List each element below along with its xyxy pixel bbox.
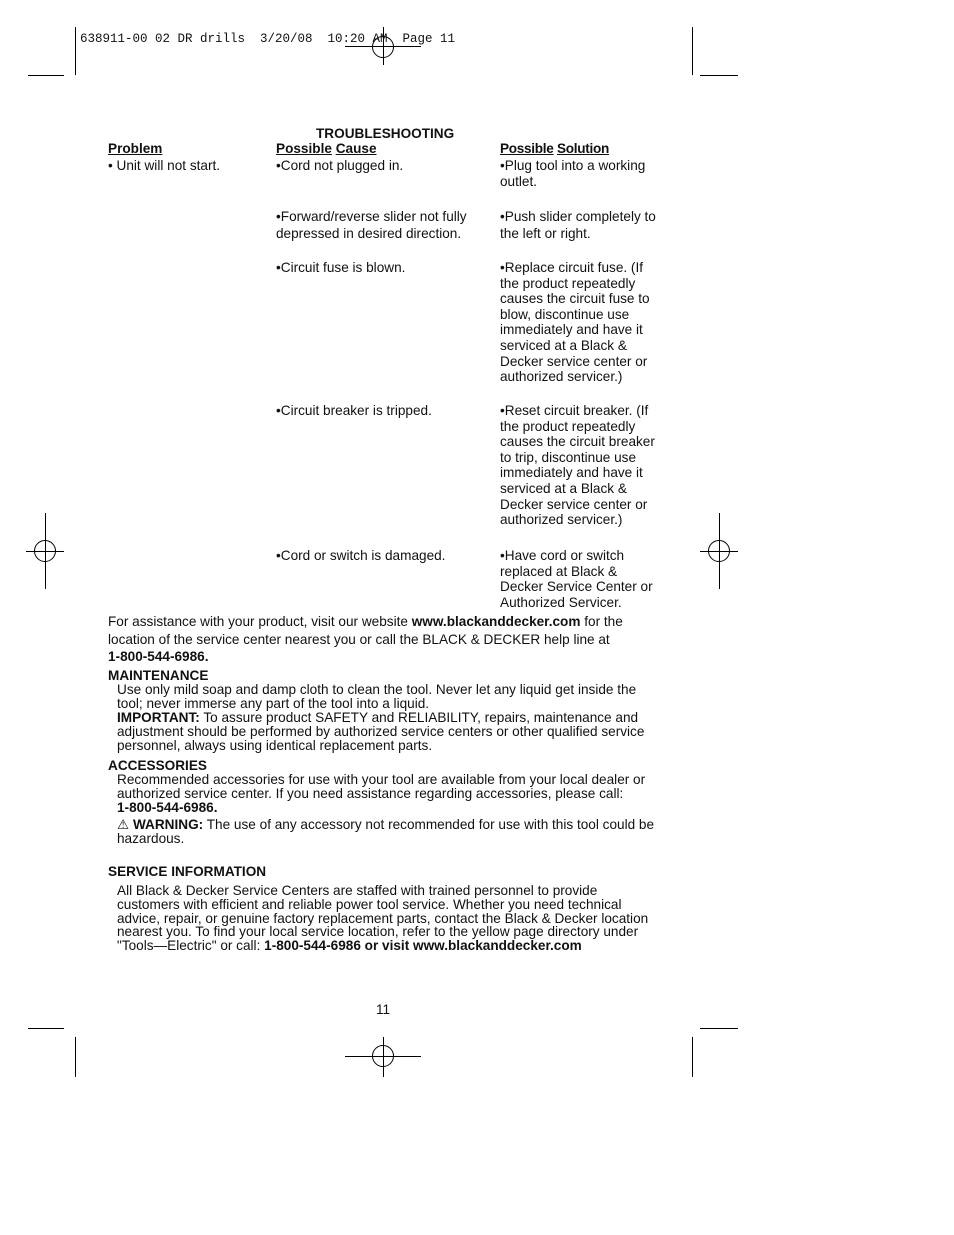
- solution-cell: •Replace circuit fuse. (If the product repeatedly causes the circuit fuse to blow, discontinue use immediately and have it serviced at a Black & Decker service center or authorized servicer.): [500, 260, 650, 385]
- warning-text: The use of any accessory not recommended for use with this tool could be hazardous.: [117, 817, 655, 846]
- solution-cell: •Have cord or switch replaced at Black & Decker Service Center or Authorized Servicer.: [500, 548, 653, 610]
- registration-mark: [372, 1045, 394, 1067]
- registration-mark: [34, 540, 56, 562]
- service-text: [117, 884, 662, 953]
- crop-mark: [28, 1028, 64, 1029]
- column-header-solution-a: Possible: [500, 141, 554, 156]
- crop-mark: [700, 75, 738, 76]
- solution-cell: •Push slider completely to the left or right.: [500, 209, 656, 241]
- service-heading: SERVICE INFORMATION: [108, 864, 267, 879]
- registration-mark: [708, 540, 730, 562]
- cause-cell: •Circuit breaker is tripped.: [276, 403, 432, 418]
- solution-cell: •Reset circuit breaker. (If the product repeatedly causes the circuit breaker to trip, discontinue use immediately and have it serviced at a Black & Decker service center or authorized servicer.): [500, 403, 655, 528]
- accessories-warning: [117, 818, 665, 846]
- warning-icon: ⚠: [117, 817, 130, 832]
- accessories-text: Recommended accessories for use with your tool are available from your local dealer or authorized service center. If you need assistance regarding accessories, please call:: [117, 772, 646, 801]
- print-slug: 638911-00 02 DR drills 3/20/08 10:20 AM Page 11: [80, 32, 456, 46]
- column-header-cause: [276, 141, 377, 157]
- column-header-cause-b: Cause: [335, 141, 377, 156]
- cause-cell: •Circuit fuse is blown.: [276, 260, 406, 275]
- service-contact: 1-800-544-6986 or visit www.blackanddecker.com: [264, 938, 582, 954]
- accessories-phone: 1-800-544-6986.: [117, 800, 218, 815]
- service-body: All Black & Decker Service Centers are staffed with trained personnel to provide customers with efficient and reliable power tool service. Whether you need technical advice, repair, or genuine factory replacement parts, contact the Black & Decker location nearest you. To find your local service location, refer to the yellow page directory under "Tools—Electric" or call:: [117, 883, 649, 954]
- crop-mark: [75, 27, 76, 75]
- column-header-solution: [500, 141, 609, 157]
- crop-mark: [700, 1028, 738, 1029]
- cause-cell: •Forward/reverse slider not fully depressed in desired direction.: [276, 209, 467, 241]
- maintenance-heading: MAINTENANCE: [108, 668, 209, 683]
- assistance-text-b: for the location of the service center nearest you or call the BLACK & DECKER help line at: [108, 614, 623, 647]
- cause-cell: •Cord not plugged in.: [276, 158, 404, 173]
- maintenance-text: Use only mild soap and damp cloth to clean the tool. Never let any liquid get inside the tool; never immerse any part of the tool into a liquid.: [117, 682, 637, 711]
- maintenance-important: [117, 711, 662, 752]
- crop-mark: [75, 1037, 76, 1077]
- column-header-problem: Problem: [108, 141, 163, 156]
- cause-cell: •Cord or switch is damaged.: [276, 548, 446, 563]
- problem-text: • Unit will not start.: [108, 158, 221, 173]
- column-header-cause-a: Possible: [276, 141, 332, 156]
- help-line-phone: 1-800-544-6986.: [108, 649, 209, 664]
- assistance-paragraph: [108, 613, 656, 666]
- page-number: 11: [376, 1002, 391, 1017]
- assistance-text-a: For assistance with your product, visit our website: [108, 614, 412, 629]
- crop-mark: [28, 75, 64, 76]
- solution-cell: •Plug tool into a working outlet.: [500, 158, 646, 189]
- crop-mark: [692, 27, 693, 75]
- important-label: IMPORTANT:: [117, 710, 200, 725]
- accessories-heading: ACCESSORIES: [108, 758, 207, 773]
- crop-mark: [692, 1037, 693, 1077]
- warning-label: WARNING:: [132, 817, 204, 832]
- column-header-solution-b: Solution: [557, 141, 609, 156]
- section-title: TROUBLESHOOTING: [316, 126, 455, 141]
- important-text: To assure product SAFETY and RELIABILITY, repairs, maintenance and adjustment should be performed by authorized service centers or other qualified service personnel, always using identical replacement parts.: [117, 710, 645, 753]
- website-link[interactable]: www.blackanddecker.com: [411, 614, 581, 629]
